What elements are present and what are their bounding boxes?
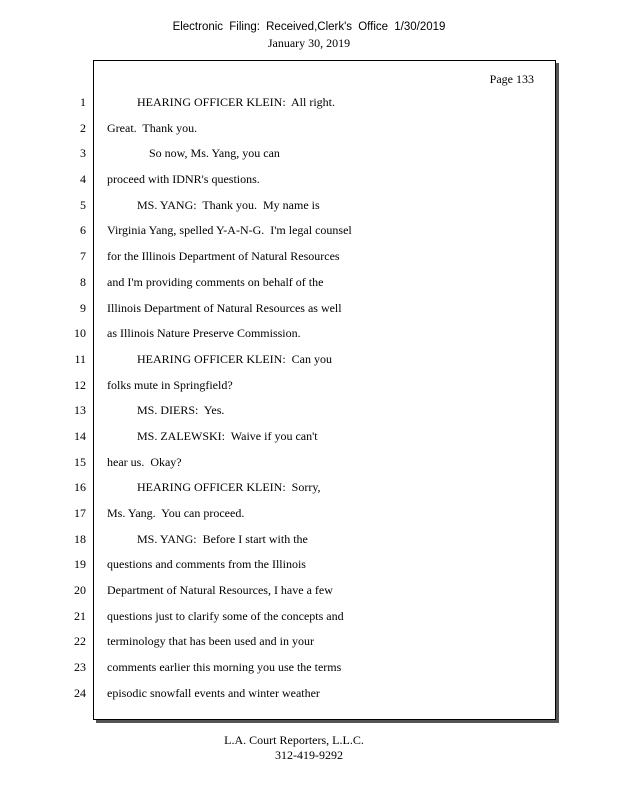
line-number: 7 [80,249,86,264]
transcript-line: MS. ZALEWSKI: Waive if you can't [107,428,318,443]
line-number: 14 [74,428,86,443]
transcript-line: HEARING OFFICER KLEIN: Can you [107,351,332,366]
transcript-line: and I'm providing comments on behalf of the [107,274,324,289]
transcript-line: Great. Thank you. [107,120,198,135]
transcript-line: HEARING OFFICER KLEIN: All right. [107,95,335,109]
filing-date: January 30, 2019 [267,36,351,50]
transcript-line: MS. DIERS: Yes. [107,403,225,418]
line-number: 16 [74,480,86,495]
transcript-line: So now, Ms. Yang, you can [107,146,280,161]
transcript-line: HEARING OFFICER KLEIN: Sorry, [107,480,321,495]
line-number-column [56,94,86,711]
line-number: 18 [74,531,86,546]
transcript-line: Illinois Department of Natural Resources as well [107,300,342,315]
line-number: 23 [74,660,86,675]
line-number: 6 [80,223,86,238]
transcript-line: comments earlier this morning you use the terms [107,660,342,675]
transcript-line: for the Illinois Department of Natural Resources [107,249,340,264]
filing-stamp: Electronic Filing: Received,Clerk's Office 1/30/2019 [172,21,446,33]
transcript-line: hear us. Okay? [107,454,182,469]
transcript-text [107,94,547,711]
transcript-line: Virginia Yang, spelled Y-A-N-G. I'm legal counsel [107,223,352,238]
court-reporter-phone: 312-419-9292 [275,748,343,762]
line-number: 21 [74,608,86,623]
transcript-line: proceed with IDNR's questions. [107,172,260,187]
line-number: 12 [74,377,86,392]
transcript-line: terminology that has been used and in your [107,634,314,649]
line-number: 13 [74,403,86,418]
line-number: 24 [74,685,86,700]
line-number: 4 [80,172,86,187]
line-number: 17 [74,506,86,520]
transcript-line: episodic snowfall events and winter weather [107,685,320,700]
page-number: Page 133 [489,72,534,86]
line-number: 20 [74,583,86,598]
transcript-line: Department of Natural Resources, I have a few [107,583,333,598]
transcript-line: folks mute in Springfield? [107,377,233,392]
line-number: 1 [80,95,86,109]
transcript-line: questions and comments from the Illinois [107,557,306,572]
transcript-line: Ms. Yang. You can proceed. [107,506,245,520]
court-reporter-name: L.A. Court Reporters, L.L.C. [224,733,364,747]
transcript-line: questions just to clarify some of the concepts and [107,608,344,623]
line-number: 5 [80,197,86,212]
line-number: 8 [80,274,86,289]
line-number: 2 [80,120,86,135]
line-number: 9 [80,300,86,315]
line-number: 22 [74,634,86,649]
transcript-line: MS. YANG: Thank you. My name is [107,197,320,212]
transcript-line: as Illinois Nature Preserve Commission. [107,326,301,341]
line-number: 19 [74,557,86,572]
transcript-line: MS. YANG: Before I start with the [107,531,308,546]
line-number: 3 [80,146,86,161]
line-number: 10 [74,326,86,341]
line-number: 11 [74,351,86,366]
line-number: 15 [74,454,86,469]
